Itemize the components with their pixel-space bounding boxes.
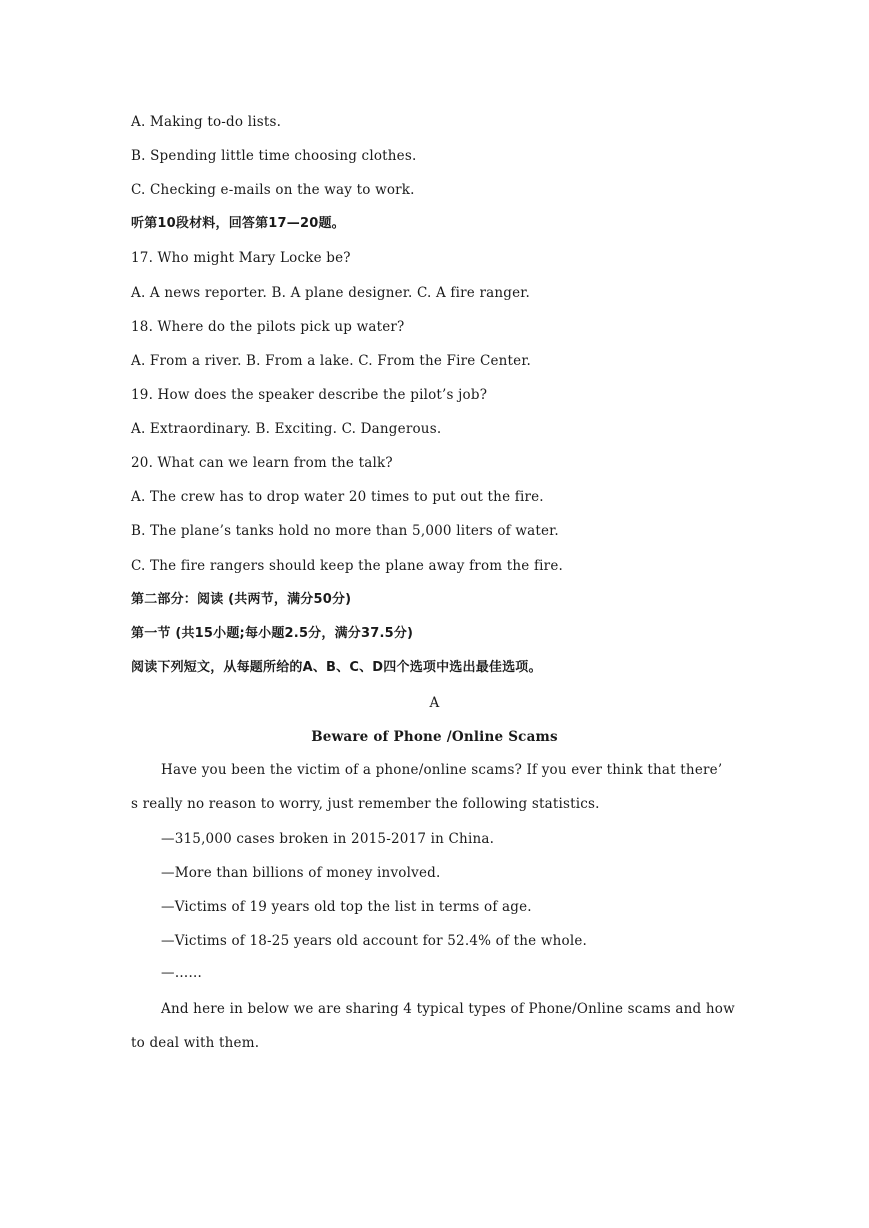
q20-option-a: A. The crew has to drop water 20 times to put out the fire.	[131, 489, 544, 505]
q18-options: A. From a river. B. From a lake. C. From the Fire Center.	[131, 353, 532, 369]
q18-question: 18. Where do the pilots pick up water?	[131, 319, 405, 335]
q20-question: 20. What can we learn from the talk?	[131, 455, 393, 471]
section1-heading: 第一节 (共15小题;每小题2.5分，满分37.5分)	[131, 626, 414, 641]
stat-item: —Victims of 19 years old top the list in terms of age.	[161, 899, 532, 915]
passage-closing-line1: And here in below we are sharing 4 typical types of Phone/Online scams and how	[161, 1001, 735, 1017]
q16-option-a: A. Making to-do lists.	[131, 114, 282, 130]
stat-item: —More than billions of money involved.	[161, 865, 441, 881]
passage-intro-line1: Have you been the victim of a phone/online scams? If you ever think that there’	[161, 762, 723, 778]
q20-option-c: C. The fire rangers should keep the plane away from the fire.	[131, 558, 564, 574]
stat-item: —……	[161, 965, 203, 981]
q19-question: 19. How does the speaker describe the pilot’s job?	[131, 387, 488, 403]
section10-instruction: 听第10段材料，回答第17—20题。	[131, 216, 345, 231]
passage-label: A	[429, 695, 440, 711]
q17-options: A. A news reporter. B. A plane designer. C. A fire ranger.	[131, 285, 530, 301]
part2-heading: 第二部分：阅读 (共两节，满分50分)	[131, 592, 352, 607]
passage-closing-line2: to deal with them.	[131, 1035, 260, 1051]
reading-instruction: 阅读下列短文，从每题所给的A、B、C、D四个选项中选出最佳选项。	[131, 660, 542, 675]
stat-item: —315,000 cases broken in 2015-2017 in China.	[161, 831, 495, 847]
q16-option-c: C. Checking e-mails on the way to work.	[131, 182, 415, 198]
q19-options: A. Extraordinary. B. Exciting. C. Dangerous.	[131, 421, 442, 437]
stat-item: —Victims of 18-25 years old account for 52.4% of the whole.	[161, 933, 588, 949]
q20-option-b: B. The plane’s tanks hold no more than 5,000 liters of water.	[131, 523, 559, 539]
passage-intro-line2: s really no reason to worry, just remember the following statistics.	[131, 796, 600, 812]
passage-title: Beware of Phone /Online Scams	[311, 729, 558, 745]
q17-question: 17. Who might Mary Locke be?	[131, 250, 351, 266]
q16-option-b: B. Spending little time choosing clothes.	[131, 148, 417, 164]
